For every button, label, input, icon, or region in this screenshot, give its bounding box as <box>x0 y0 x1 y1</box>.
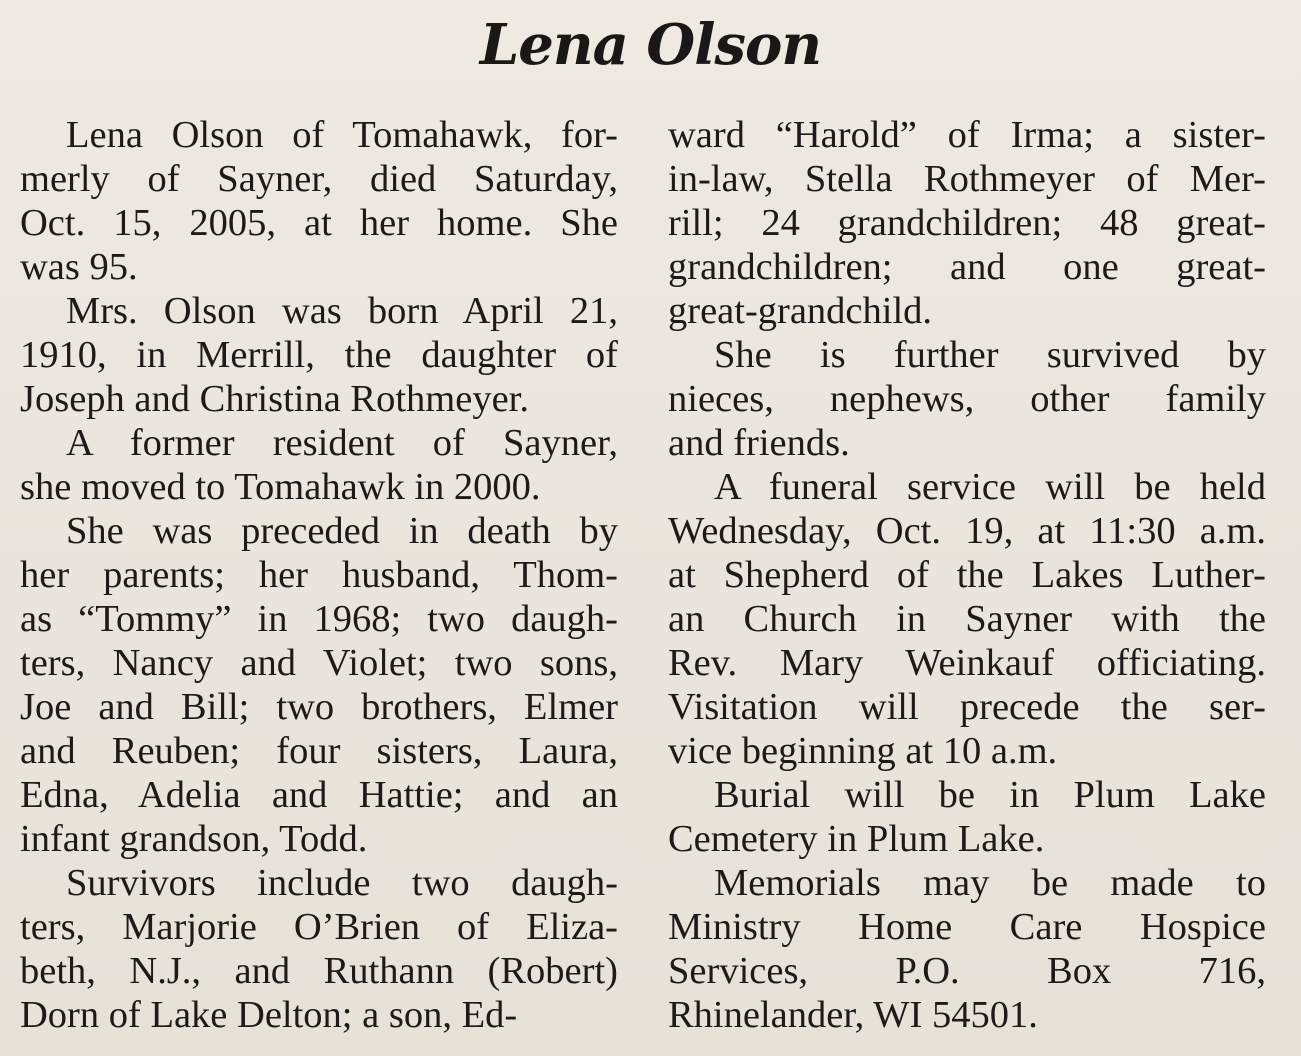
text-line: as “Tommy” in 1968; two daugh- <box>20 598 618 640</box>
paragraph <box>20 421 618 509</box>
text-line: she moved to Tomahawk in 2000. <box>20 466 541 508</box>
text-line: Joe and Bill; two brothers, Elmer <box>20 686 618 728</box>
paragraph <box>668 773 1266 861</box>
text-line: A funeral service will be held <box>714 466 1266 508</box>
text-line: rill; 24 grandchildren; 48 great- <box>668 202 1266 244</box>
text-line: beth, N.J., and Ruthann (Robert) <box>20 950 618 992</box>
paragraph <box>668 861 1266 1037</box>
paragraph <box>668 333 1266 465</box>
text-line: great-grandchild. <box>668 290 933 332</box>
text-line: Cemetery in Plum Lake. <box>668 818 1045 860</box>
text-line: in-law, Stella Rothmeyer of Mer- <box>668 158 1266 200</box>
text-line: Joseph and Christina Rothmeyer. <box>20 378 529 420</box>
text-line: Lena Olson of Tomahawk, for- <box>66 114 618 156</box>
text-line: was 95. <box>20 246 138 288</box>
text-line: merly of Sayner, died Saturday, <box>20 158 618 200</box>
text-line: Survivors include two daugh- <box>66 862 618 904</box>
right-column <box>668 113 1266 1037</box>
text-line: Ministry Home Care Hospice <box>668 906 1266 948</box>
left-column <box>20 113 618 1037</box>
text-line: A former resident of Sayner, <box>66 422 618 464</box>
text-line: 1910, in Merrill, the daughter of <box>20 334 618 376</box>
text-line: Oct. 15, 2005, at her home. She <box>20 202 618 244</box>
text-line: She was preceded in death by <box>66 510 618 552</box>
paragraph <box>20 289 618 421</box>
text-line: and friends. <box>668 422 850 464</box>
text-line: her parents; her husband, Thom- <box>20 554 618 596</box>
text-line: ward “Harold” of Irma; a sister- <box>668 114 1266 156</box>
text-line: nieces, nephews, other family <box>668 378 1266 420</box>
paragraph <box>668 113 1266 333</box>
text-line: Memorials may be made to <box>714 862 1266 904</box>
text-line: an Church in Sayner with the <box>668 598 1266 640</box>
text-line: grandchildren; and one great- <box>668 246 1266 288</box>
text-line: vice beginning at 10 a.m. <box>668 730 1058 772</box>
text-line: Visitation will precede the ser- <box>668 686 1266 728</box>
text-line: Rhinelander, WI 54501. <box>668 994 1038 1036</box>
text-line: Dorn of Lake Delton; a son, Ed- <box>20 994 518 1036</box>
text-line: Mrs. Olson was born April 21, <box>66 290 618 332</box>
text-line: Rev. Mary Weinkauf officiating. <box>668 642 1266 684</box>
paragraph <box>20 509 618 861</box>
text-line: ters, Marjorie O’Brien of Eliza- <box>20 906 618 948</box>
text-line: at Shepherd of the Lakes Luther- <box>668 554 1266 596</box>
paragraph <box>20 113 618 289</box>
text-line: She is further survived by <box>714 334 1266 376</box>
paragraph <box>20 861 618 1037</box>
text-line: ters, Nancy and Violet; two sons, <box>20 642 618 684</box>
text-line: Services, P.O. Box 716, <box>668 950 1266 992</box>
obituary-headline: Lena Olson <box>479 12 822 78</box>
text-line: Burial will be in Plum Lake <box>714 774 1266 816</box>
text-line: infant grandson, Todd. <box>20 818 368 860</box>
paragraph <box>668 465 1266 773</box>
text-line: and Reuben; four sisters, Laura, <box>20 730 618 772</box>
text-line: Edna, Adelia and Hattie; and an <box>20 774 618 816</box>
text-line: Wednesday, Oct. 19, at 11:30 a.m. <box>668 510 1266 552</box>
